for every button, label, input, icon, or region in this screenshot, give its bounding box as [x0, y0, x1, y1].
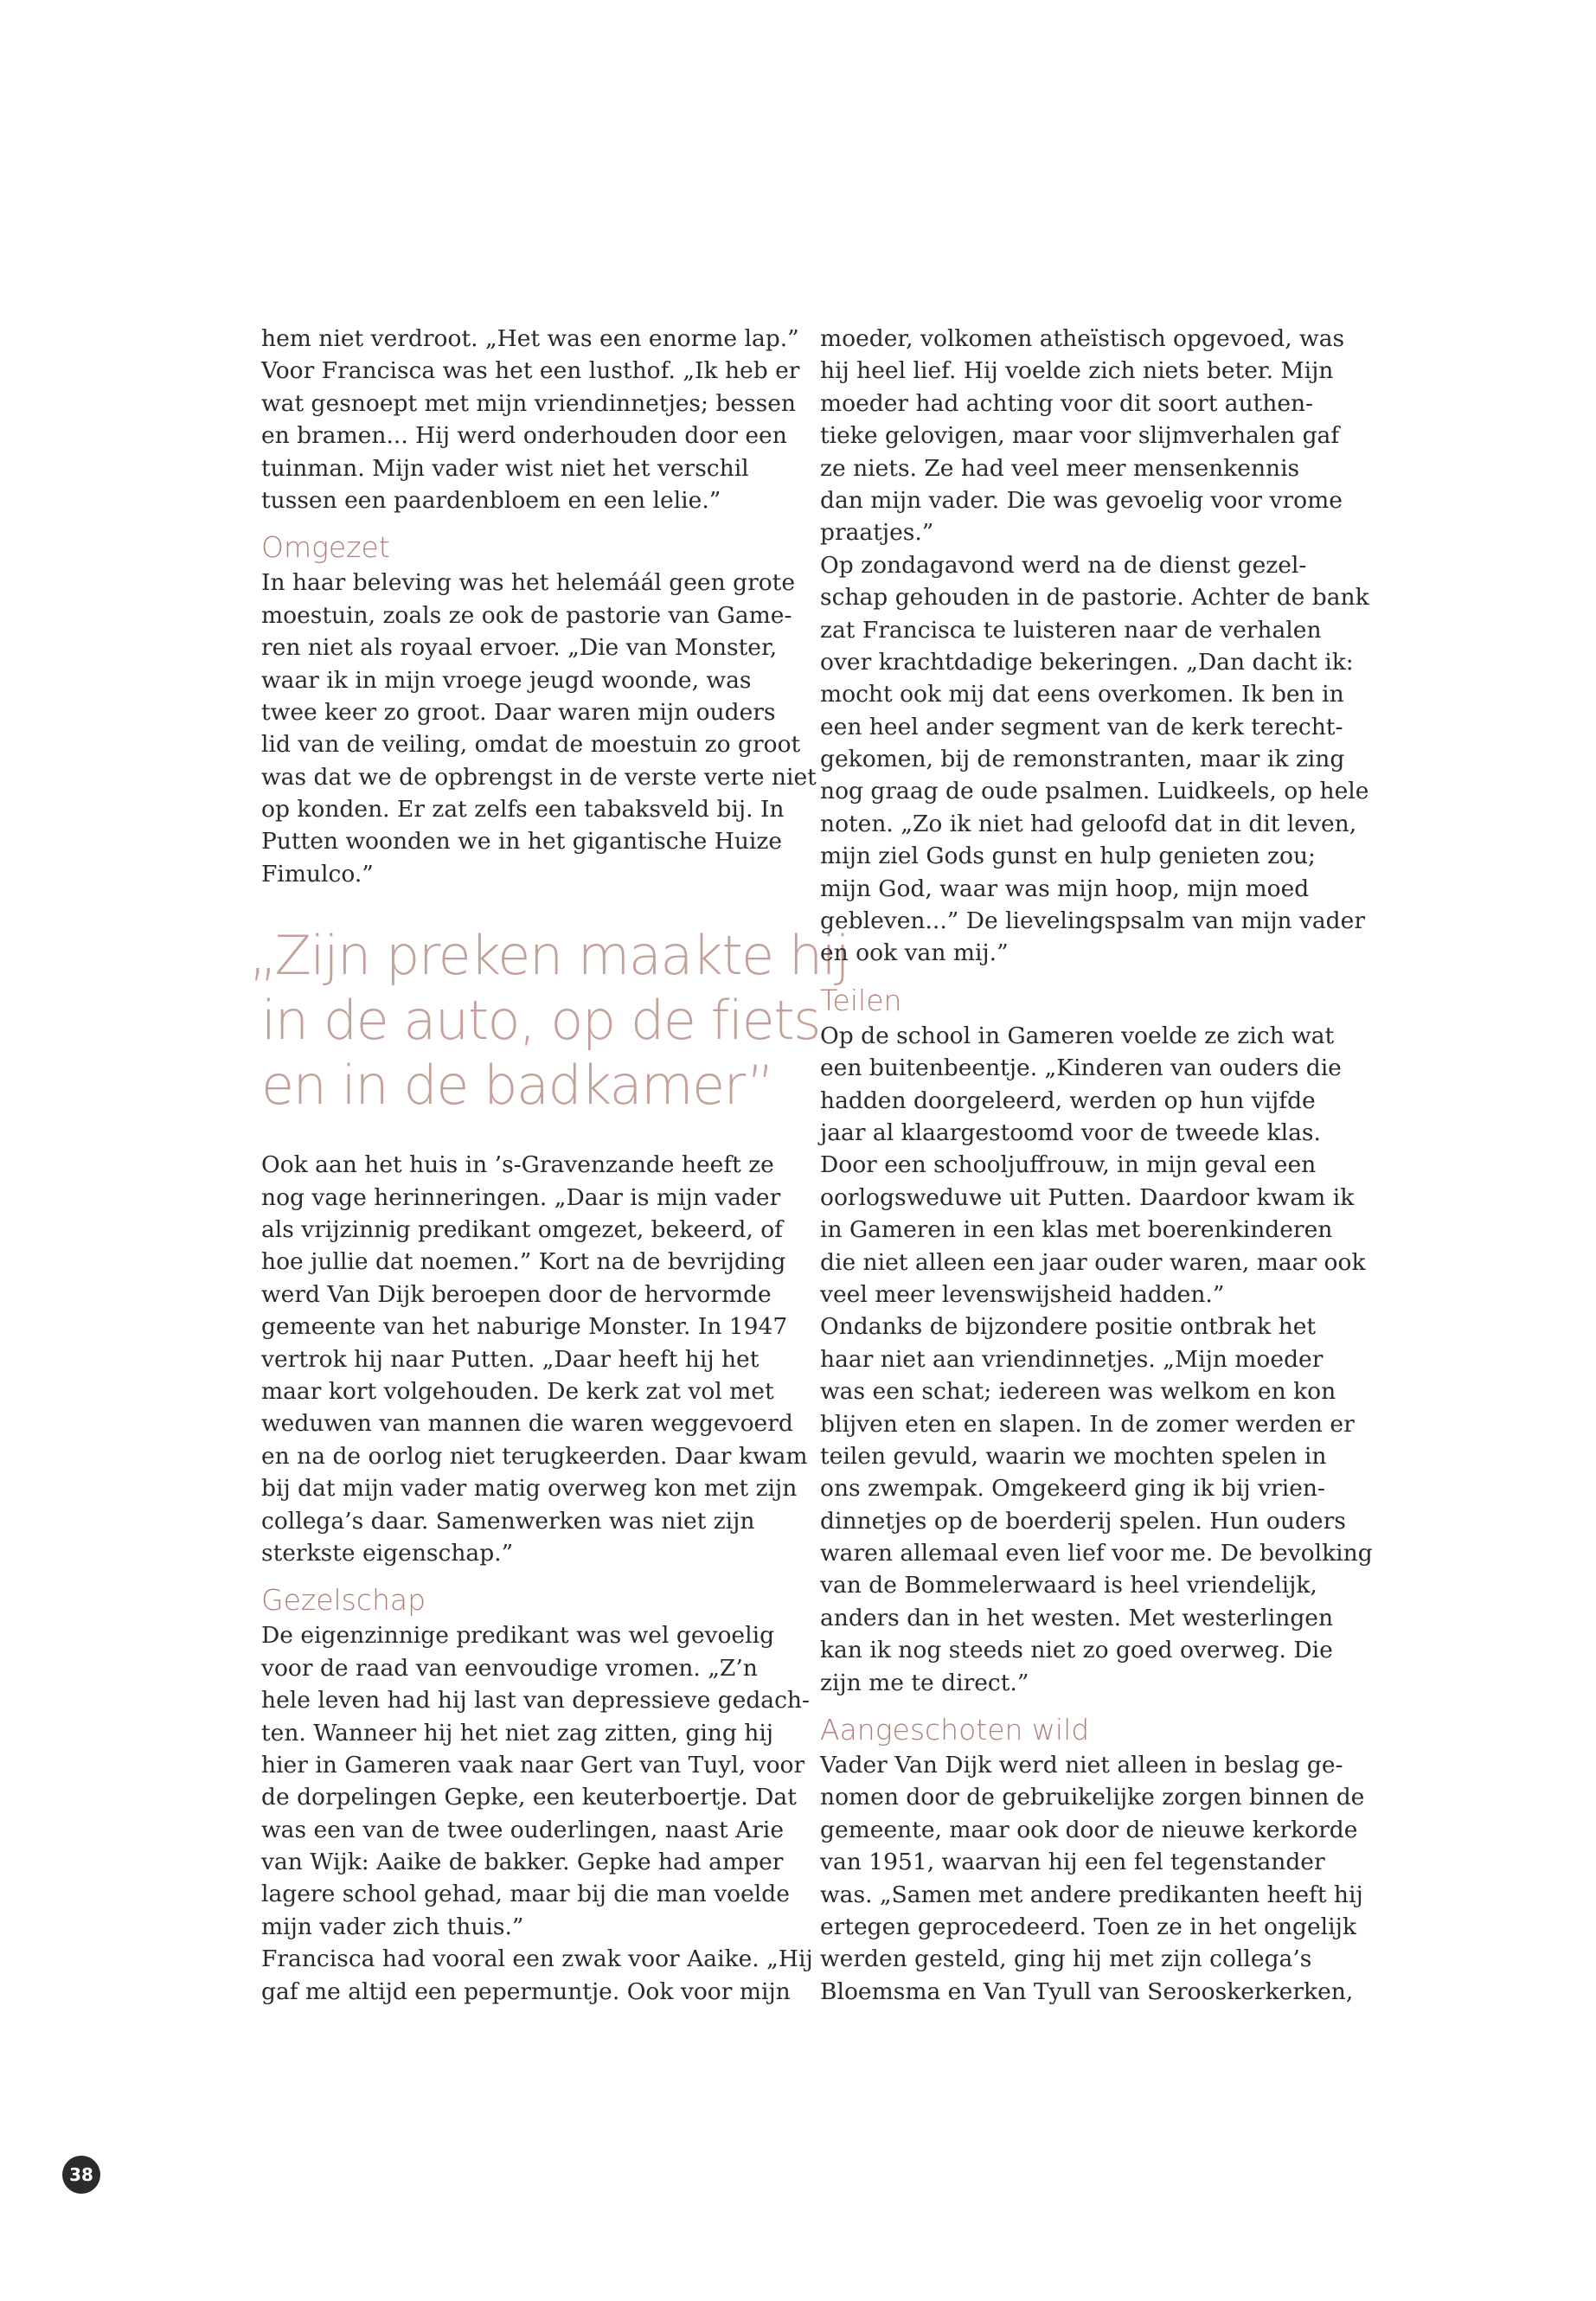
text-line: Op zondagavond werd na de dienst gezel-: [820, 551, 1307, 579]
section-heading: Omgezet: [261, 530, 390, 565]
page-number-badge: 38: [62, 2156, 100, 2194]
text-line: lagere school gehad, maar bij die man voelde: [261, 1881, 790, 1908]
text-line: moeder, volkomen atheïstisch opgevoed, was: [820, 325, 1345, 352]
text-line: hem niet verdroot. „Het was een enorme lap.”: [261, 325, 799, 352]
text-line: tieke gelovigen, maar voor slijmverhalen gaf: [820, 422, 1340, 450]
text-line: blijven eten en slapen. In de zomer werden er: [820, 1410, 1355, 1438]
text-line: twee keer zo groot. Daar waren mijn ouders: [261, 698, 776, 726]
text-line: mijn God, waar was mijn hoop, mijn moed: [820, 875, 1310, 902]
text-line: die niet alleen een jaar ouder waren, maar ook: [820, 1248, 1366, 1276]
text-line: hoe jullie dat noemen.” Kort na de bevrijding: [261, 1248, 786, 1276]
text-line: Voor Francisca was het een lusthof. „Ik heb er: [261, 357, 800, 385]
text-line: in Gameren in een klas met boerenkinderen: [820, 1216, 1333, 1244]
text-line: ons zwempak. Omgekeerd ging ik bij vrien-: [820, 1475, 1325, 1503]
text-line: Ondanks de bijzondere positie ontbrak het: [820, 1313, 1317, 1341]
text-line: en bramen... Hij werd onderhouden door een: [261, 422, 787, 450]
text-line: schap gehouden in de pastorie. Achter de bank: [820, 584, 1369, 612]
paragraph: [820, 1749, 1365, 2008]
text-line: nog graag de oude psalmen. Luidkeels, op hele: [820, 778, 1369, 805]
text-line: noten. „Zo ik niet had geloofd dat in dit leven,: [820, 810, 1357, 837]
text-line: was. „Samen met andere predikanten heeft hij: [820, 1881, 1363, 1908]
text-line: bij dat mijn vader matig overweg kon met zijn: [261, 1475, 798, 1503]
text-line: maar kort volgehouden. De kerk zat vol met: [261, 1377, 774, 1405]
text-line: moeder had achting voor dit soort authen-: [820, 389, 1314, 417]
text-line: mijn ziel Gods gunst en hulp genieten zou;: [820, 843, 1316, 870]
text-line: waar ik in mijn vroege jeugd woonde, was: [261, 666, 752, 694]
text-line: Vader Van Dijk werd niet alleen in beslag ge-: [820, 1752, 1343, 1779]
text-line: van Wijk: Aaike de bakker. Gepke had amper: [261, 1849, 784, 1876]
text-line: nog vage herinneringen. „Daar is mijn vader: [261, 1183, 781, 1211]
text-line: haar niet aan vriendinnetjes. „Mijn moeder: [820, 1345, 1324, 1373]
text-line: nomen door de gebruikelijke zorgen binnen de: [820, 1784, 1365, 1811]
text-line: een heel ander segment van de kerk terecht-: [820, 713, 1343, 740]
section-heading: Aangeschoten wild: [820, 1713, 1090, 1747]
pull-quote-line: in de auto, op de fiets: [261, 989, 820, 1053]
text-line: mocht ook mij dat eens overkomen. Ik ben in: [820, 681, 1344, 708]
text-line: van 1951, waarvan hij een fel tegenstander: [820, 1849, 1325, 1876]
text-line: gaf me altijd een pepermuntje. Ook voor mijn: [261, 1977, 791, 2005]
text-line: dinnetjes op de boerderij spelen. Hun ouders: [820, 1507, 1346, 1535]
text-line: een buitenbeentje. „Kinderen van ouders die: [820, 1054, 1342, 1082]
text-line: wat gesnoept met mijn vriendinnetjes; bessen: [261, 389, 796, 417]
text-line: hier in Gameren vaak naar Gert van Tuyl, voor: [261, 1751, 805, 1779]
text-line: ze niets. Ze had veel meer mensenkennis: [820, 454, 1300, 482]
text-line: gemeente, maar ook door de nieuwe kerkorde: [820, 1816, 1358, 1843]
text-line: collega’s daar. Samenwerken was niet zijn: [261, 1507, 755, 1535]
text-line: en na de oorlog niet terugkeerden. Daar kwam: [261, 1442, 808, 1470]
text-line: kan ik nog steeds niet zo goed overweg. Die: [820, 1637, 1333, 1664]
text-line: op konden. Er zat zelfs een tabaksveld bij. In: [261, 796, 785, 824]
text-line: tuinman. Mijn vader wist niet het verschil: [261, 454, 749, 482]
text-line: hele leven had hij last van depressieve gedach-: [261, 1687, 810, 1715]
text-line: weduwen van mannen die waren weggevoerd: [261, 1410, 793, 1438]
text-line: was een van de twee ouderlingen, naast Arie: [261, 1816, 785, 1843]
text-line: over krachtdadige bekeringen. „Dan dacht ik:: [820, 648, 1354, 676]
text-line: mijn vader zich thuis.”: [261, 1913, 524, 1940]
text-line: vertrok hij naar Putten. „Daar heeft hij het: [261, 1345, 760, 1373]
paragraph: [261, 323, 798, 516]
text-line: van de Bommelerwaard is heel vriendelijk,: [820, 1572, 1317, 1599]
text-line: Op de school in Gameren voelde ze zich wat: [820, 1022, 1335, 1049]
pull-quote-line: „Zijn preken maakte hij: [249, 924, 849, 988]
text-line: werden gesteld, ging hij met zijn collega’s: [820, 1945, 1312, 1973]
text-line: anders dan in het westen. Met westerlingen: [820, 1604, 1334, 1631]
pull-quote: [249, 923, 849, 1118]
text-line: werd Van Dijk beroepen door de hervormde: [261, 1280, 772, 1308]
text-line: Ook aan het huis in ’s-Gravenzande heeft ze: [261, 1151, 774, 1179]
text-line: was een schat; iedereen was welkom en kon: [820, 1378, 1336, 1406]
paragraph: [261, 1149, 808, 1569]
text-line: veel meer levenswijsheid hadden.”: [820, 1280, 1225, 1308]
paragraph: [261, 567, 817, 890]
text-line: In haar beleving was het helemáál geen grote: [261, 569, 796, 597]
text-line: praatjes.”: [820, 519, 934, 547]
pull-quote-line: en in de badkamer”: [261, 1054, 773, 1118]
text-line: gekomen, bij de remonstranten, maar ik zing: [820, 746, 1345, 773]
text-line: Bloemsma en Van Tyull van Serooskerkerken,: [820, 1977, 1354, 2005]
text-line: waren allemaal even lief voor me. De bevolking: [820, 1540, 1373, 1567]
paragraph: [261, 1619, 813, 2008]
text-line: Putten woonden we in het gigantische Huize: [261, 828, 783, 856]
right-column: [820, 323, 1373, 2008]
text-line: teilen gevuld, waarin we mochten spelen in: [820, 1442, 1327, 1470]
text-line: dan mijn vader. Die was gevoelig voor vrome: [820, 486, 1343, 514]
text-line: tussen een paardenbloem en een lelie.”: [261, 486, 721, 514]
text-line: zat Francisca te luisteren naar de verhalen: [820, 616, 1322, 644]
text-line: oorlogsweduwe uit Putten. Daardoor kwam ik: [820, 1183, 1355, 1211]
text-line: ertegen geprocedeerd. Toen ze in het ongelijk: [820, 1913, 1356, 1940]
paragraph: [820, 323, 1369, 970]
text-line: moestuin, zoals ze ook de pastorie van Game-: [261, 601, 792, 629]
text-line: hij heel lief. Hij voelde zich niets beter. Mijn: [820, 357, 1334, 385]
text-line: gemeente van het naburige Monster. In 1947: [261, 1313, 788, 1341]
text-line: gebleven...” De lievelingspsalm van mijn vader: [820, 907, 1365, 935]
text-line: zijn me te direct.”: [820, 1669, 1029, 1696]
text-line: en ook van mij.”: [820, 939, 1009, 967]
text-line: sterkste eigenschap.”: [261, 1539, 514, 1567]
text-line: jaar al klaargestoomd voor de tweede klas.: [820, 1118, 1321, 1146]
left-column: [249, 323, 849, 2008]
text-line: voor de raad van eenvoudige vromen. „Z’n: [261, 1654, 758, 1682]
text-line: Door een schooljuffrouw, in mijn geval een: [820, 1151, 1317, 1179]
text-line: lid van de veiling, omdat de moestuin zo groot: [261, 731, 801, 759]
text-line: ren niet als royaal ervoer. „Die van Monster,: [261, 634, 778, 662]
text-line: was dat we de opbrengst in de verste verte niet: [261, 763, 817, 791]
paragraph: [820, 1020, 1373, 1699]
text-line: Fimulco.”: [261, 860, 374, 888]
text-line: ten. Wanneer hij het niet zag zitten, ging hij: [261, 1719, 774, 1747]
section-heading: Teilen: [820, 983, 902, 1017]
text-line: hadden doorgeleerd, werden op hun vijfde: [820, 1086, 1316, 1114]
text-line: Francisca had vooral een zwak voor Aaike. „Hij: [261, 1945, 813, 1973]
text-line: De eigenzinnige predikant was wel gevoelig: [261, 1622, 775, 1650]
section-heading: Gezelschap: [261, 1583, 426, 1618]
text-line: als vrijzinnig predikant omgezet, bekeerd, of: [261, 1216, 783, 1244]
text-line: de dorpelingen Gepke, een keuterboertje. Dat: [261, 1784, 797, 1811]
